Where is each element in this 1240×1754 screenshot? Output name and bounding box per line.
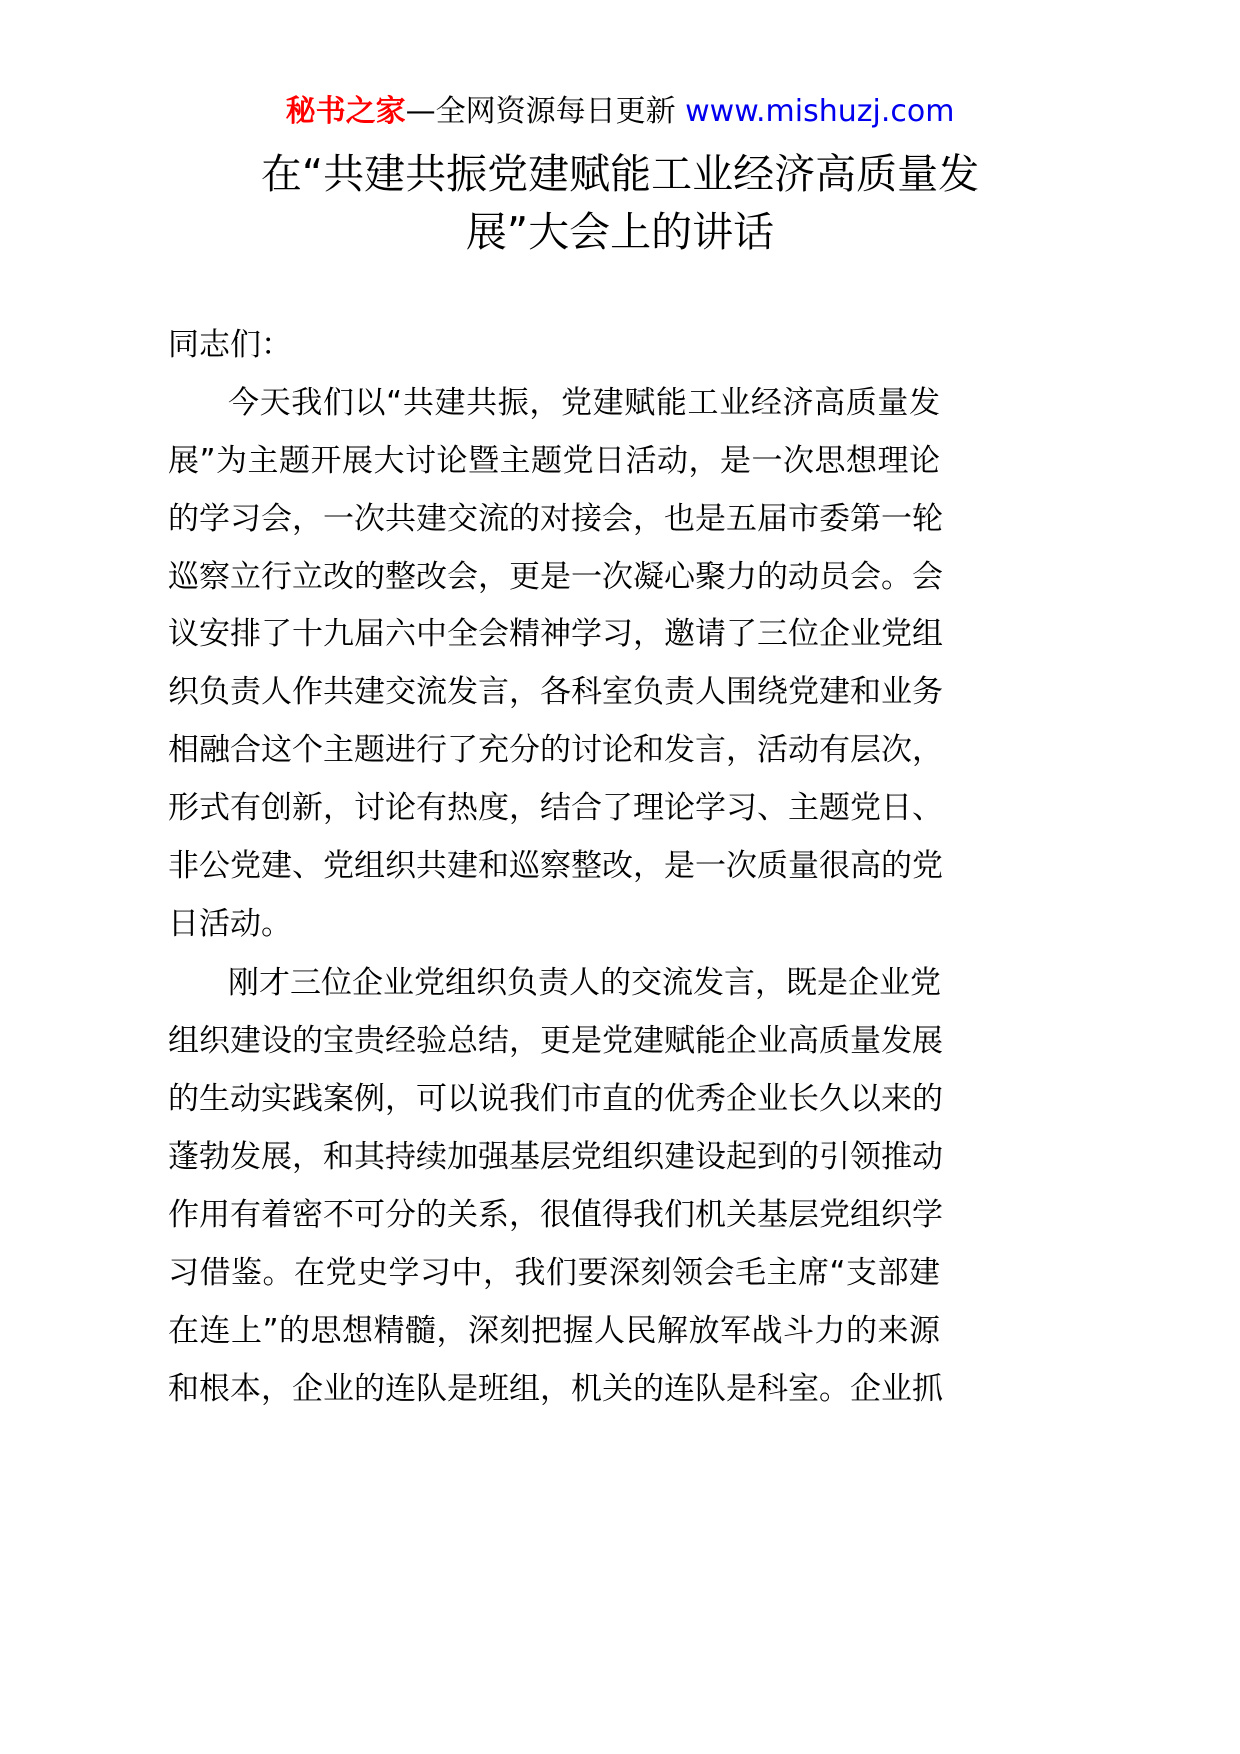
paragraph-line: 日活动。	[168, 906, 292, 942]
paragraph-line: 相融合这个主题进行了充分的讨论和发言，活动有层次，	[168, 732, 943, 768]
paragraph-line: 组织建设的宝贵经验总结，更是党建赋能企业高质量发展	[168, 1023, 943, 1059]
paragraph-line: 在连上”的思想精髓，深刻把握人民解放军战斗力的来源	[168, 1313, 940, 1349]
paragraph-line: 形式有创新，讨论有热度，结合了理论学习、主题党日、	[168, 790, 943, 826]
paragraph-line: 蓬勃发展，和其持续加强基层党组织建设起到的引领推动	[168, 1139, 943, 1175]
document-title-line-2: 展”大会上的讲话	[465, 208, 775, 256]
paragraph-line: 习借鉴。在党史学习中，我们要深刻领会毛主席“支部建	[168, 1255, 940, 1291]
paragraph-line: 刚才三位企业党组织负责人的交流发言，既是企业党	[228, 965, 941, 1001]
salutation: 同志们：	[168, 327, 292, 363]
paragraph-line: 议安排了十九届六中全会精神学习，邀请了三位企业党组	[168, 616, 943, 652]
paragraph-line: 非公党建、党组织共建和巡察整改，是一次质量很高的党	[168, 848, 943, 884]
paragraph-line: 巡察立行立改的整改会，更是一次凝心聚力的动员会。会	[168, 559, 943, 595]
paragraph-line: 和根本，企业的连队是班组，机关的连队是科室。企业抓	[168, 1371, 943, 1407]
paragraph-line: 作用有着密不可分的关系，很值得我们机关基层党组织学	[168, 1197, 943, 1233]
banner-brand: 秘书之家	[285, 94, 406, 129]
paragraph-line: 展”为主题开展大讨论暨主题党日活动，是一次思想理论	[168, 443, 940, 479]
paragraph-line: 的学习会，一次共建交流的对接会，也是五届市委第一轮	[168, 501, 943, 537]
paragraph-line: 今天我们以“共建共振，党建赋能工业经济高质量发	[228, 385, 940, 421]
paragraph-line: 织负责人作共建交流发言，各科室负责人围绕党建和业务	[168, 674, 943, 710]
banner-slogan: —全网资源每日更新	[405, 94, 686, 129]
banner-url-link[interactable]: www.mishuzj.com	[685, 94, 955, 129]
site-banner	[0, 92, 1240, 132]
document-title-line-1: 在“共建共振党建赋能工业经济高质量发	[260, 150, 980, 198]
paragraph-line: 的生动实践案例，可以说我们市直的优秀企业长久以来的	[168, 1081, 943, 1117]
